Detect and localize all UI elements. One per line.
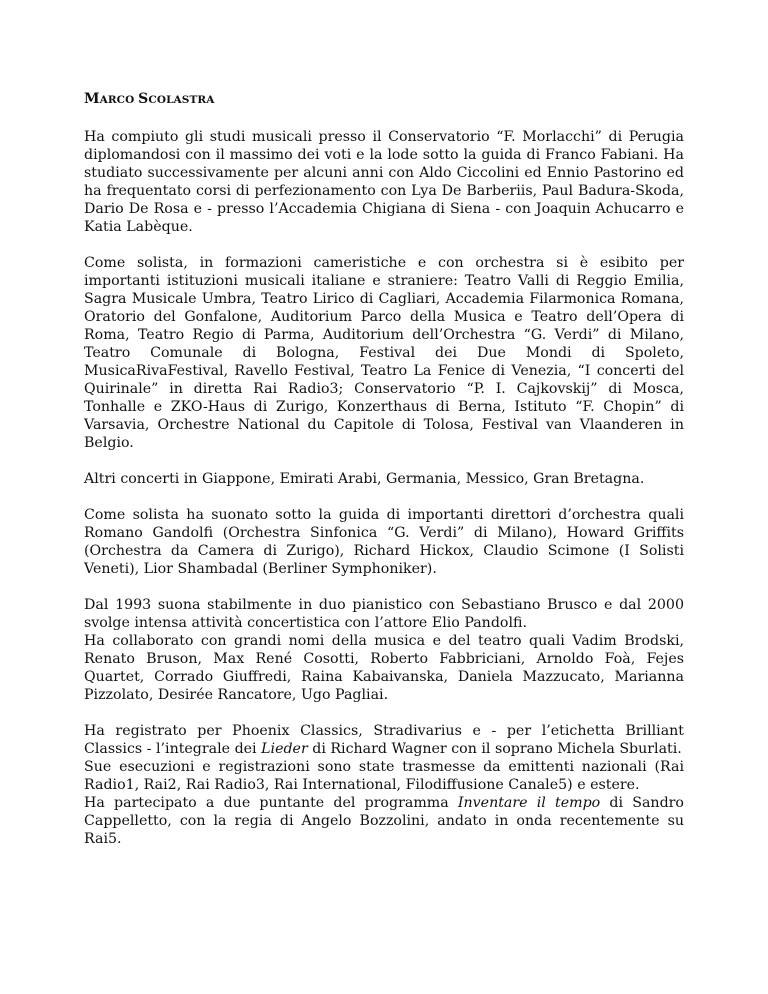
title-rest-scolastra: COLASTRA — [148, 94, 215, 106]
recordings-text-before: Ha registrato per Phoenix Classics, Stradivarius e - per l’etichetta Brilliant Classics - l’integrale dei — [84, 723, 684, 757]
collaboration-names-line: Ha collaborato con grandi nomi della musica e del teatro quali Vadim Brodski, Renato Bruson, Max René Cosotti, Roberto Fabbriciani, Arnoldo Foà, Fejes Quartet, Corrado Giuffredi, Raina Kabaivanska, Daniela Mazzucato, Marianna Pizzolato, Desirée Rancatore, Ugo Pagliai. — [84, 633, 684, 703]
tv-text-before: Ha partecipato a due puntante del programma — [84, 795, 458, 811]
recordings-line — [84, 722, 684, 758]
paragraph-institutions: Come solista, in formazioni cameristiche e con orchestra si è esibito per importanti istituzioni musicali italiane e straniere: Teatro Valli di Reggio Emilia, Sagra Musicale Umbra, Teatro Lirico di Cagliari, Accademia Filarmonica Romana, Oratorio del Gonfalone, Auditorium Parco della Musica e Teatro dell’Opera di Roma, Teatro Regio di Parma, Auditorium dell’Orchestra “G. Verdi” di Milano, Teatro Comunale di Bologna, Festival dei Due Mondi di Spoleto, MusicaRivaFestival, Ravello Festival, Teatro La Fenice di Venezia, “I concerti del Quirinale” in diretta Rai Radio3; Conservatorio “P. I. Cajkovskij” di Mosca, Tonhalle e ZKO-Haus di Zurigo, Konzerthaus di Berna, Istituto “F. Chopin” di Varsavia, Orchestre National du Capitole di Tolosa, Festival van Vlaanderen in Belgio. — [84, 255, 684, 451]
document-title — [84, 90, 684, 109]
paragraph-recordings — [84, 722, 684, 848]
broadcasts-line: Sue esecuzioni e registrazioni sono state trasmesse da emittenti nazionali (Rai Radio1, Rai2, Rai Radio3, Rai International, Filodiffusione Canale5) e estere. — [84, 759, 684, 793]
collaboration-duo-line: Dal 1993 suona stabilmente in duo pianistico con Sebastiano Brusco e dal 2000 svolge intensa attività concertistica con l’attore Elio Pandolfi. — [84, 597, 684, 631]
title-initial-m: M — [84, 91, 100, 107]
recordings-lieder-italic: Lieder — [261, 741, 308, 757]
paragraph-collaborations — [84, 596, 684, 704]
paragraph-studies: Ha compiuto gli studi musicali presso il Conservatorio “F. Morlacchi” di Perugia diplomandosi con il massimo dei voti e la lode sotto la guida di Franco Fabiani. Ha studiato successivamente per alcuni anni con Aldo Ciccolini ed Ennio Pastorino ed ha frequentato corsi di perfezionamento con Lya De Barberiis, Paul Badura-Skoda, Dario De Rosa e - presso l’Accademia Chigiana di Siena - con Joaquin Achucarro e Katia Labèque. — [84, 129, 684, 235]
paragraph-conductors: Come solista ha suonato sotto la guida di importanti direttori d’orchestra quali Romano Gandolfi (Orchestra Sinfonica “G. Verdi” di Milano), Howard Griffits (Orchestra da Camera di Zurigo), Richard Hickox, Claudio Scimone (I Solisti Veneti), Lior Shambadal (Berliner Symphoniker). — [84, 507, 684, 577]
tv-program-title-italic: Inventare il tempo — [457, 795, 601, 811]
document-page — [84, 90, 684, 866]
tv-text-after: di Sandro Cappelletto, con la regia di Angelo Bozzolini, andato in onda recentemente su Rai5. — [84, 795, 684, 847]
title-rest-marco: ARCO — [99, 94, 139, 106]
recordings-text-after: di Richard Wagner con il soprano Michela Sburlati. — [307, 741, 682, 757]
tv-program-line — [84, 794, 684, 848]
paragraph-other-concerts: Altri concerti in Giappone, Emirati Arabi, Germania, Messico, Gran Bretagna. — [84, 471, 645, 487]
title-initial-s: S — [138, 91, 149, 107]
